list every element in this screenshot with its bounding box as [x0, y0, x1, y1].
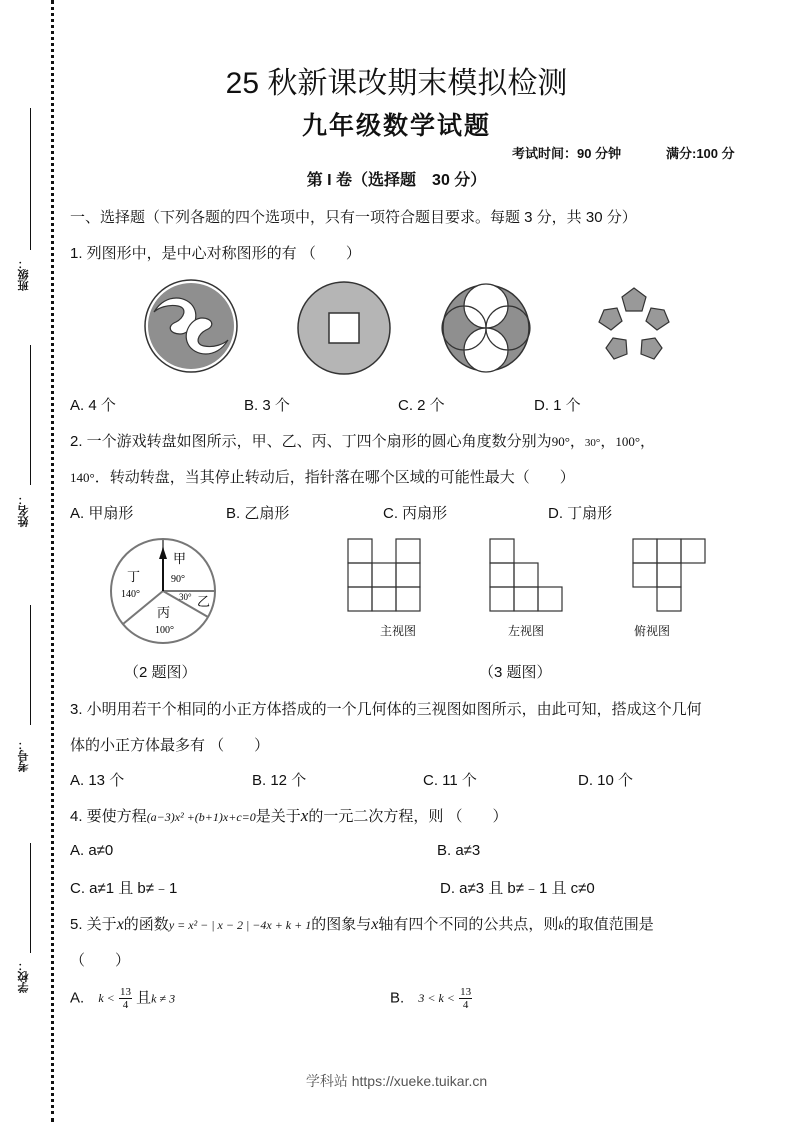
q2-spinner — [105, 533, 221, 649]
q2-angle-jia: 90° — [551, 434, 570, 449]
q4-stem: 4. 要使方程(a−3)x² +(b+1)x+c=0是关于x的一元二次方程，则 （ ） — [70, 806, 508, 825]
exam-no-label: 考号： — [18, 739, 30, 772]
q3-left-view-label: 左视图 — [508, 624, 545, 638]
q3-option-c[interactable]: C. 11 个 — [423, 772, 477, 789]
q3-option-b[interactable]: B. 12 个 — [252, 772, 307, 789]
school-blank-line — [30, 843, 31, 953]
spinner-angle-bing: 100° — [155, 625, 174, 636]
q2-angle-ding: 140° — [70, 470, 95, 485]
q2-option-c[interactable]: C. 丙扇形 — [383, 505, 448, 522]
page-subtitle: 九年级数学试题 — [301, 113, 491, 140]
q5-option-a[interactable]: A. k < $\frac{13}{4}$ 且k ≠ 3 — [70, 986, 176, 1011]
class-label: 班级： — [18, 258, 30, 291]
spinner-label-jia: 甲 — [173, 551, 187, 566]
q4-option-d[interactable]: D. a≠3 且 b≠﹣1 且 c≠0 — [440, 880, 595, 897]
q5-stem: 5. 关于x的函数y = x² − | x − 2 | −4x + k + 1的图象与x轴有四个不同的公共点，则k的取值范围是 — [70, 916, 654, 933]
spinner-angle-jia: 90° — [171, 574, 185, 585]
spinner-label-bing: 丙 — [157, 605, 171, 620]
q2-option-b[interactable]: B. 乙扇形 — [226, 505, 290, 522]
exam-no-blank-line — [30, 605, 31, 725]
q4-option-b[interactable]: B. a≠3 — [437, 842, 481, 859]
q5-answer-paren: （ ） — [70, 952, 131, 969]
q1-figure-yinyang — [140, 278, 242, 374]
spinner-angle-yi: 30° — [179, 592, 192, 602]
q1-option-d[interactable]: D. 1 个 — [534, 397, 581, 414]
q3-left-view — [489, 538, 563, 612]
q2-option-d[interactable]: D. 丁扇形 — [548, 505, 613, 522]
spinner-label-ding: 丁 — [127, 569, 141, 584]
q3-top-view-label: 俯视图 — [634, 624, 671, 638]
q4-option-a[interactable]: A. a≠0 — [70, 842, 114, 859]
footer-watermark: 学科站 https://xueke.tuikar.cn — [305, 1073, 488, 1089]
q2-stem-line2: 140°．转动转盘，当其停止转动后，指针落在哪个区域的可能性最大（ ） — [70, 469, 575, 486]
name-blank-line — [30, 345, 31, 485]
q5-option-b[interactable]: B. 3 < k < $\frac{13}{4}$ — [390, 986, 472, 1011]
q2-option-a[interactable]: A. 甲扇形 — [70, 505, 134, 522]
q3-option-d[interactable]: D. 10 个 — [578, 772, 634, 789]
q3-stem-line2: 体的小正方体最多有 （ ） — [70, 737, 270, 754]
q1-stem: 1. 列图形中，是中心对称图形的有 （ ） — [70, 245, 361, 262]
q3-option-a[interactable]: A. 13 个 — [70, 772, 125, 789]
exam-score: 满分:100 分 — [666, 146, 735, 161]
q1-figure-four-petals — [440, 282, 532, 374]
q3-front-view-label: 主视图 — [380, 624, 417, 638]
q1-option-c[interactable]: C. 2 个 — [398, 397, 445, 414]
q3-caption: （3 题图） — [479, 664, 552, 681]
q3-top-view — [632, 538, 706, 612]
exam-time: 考试时间：90 分钟 — [512, 146, 622, 161]
name-label: 姓名： — [18, 494, 30, 527]
q2-angle-bing: 100° — [615, 434, 641, 449]
q1-option-a[interactable]: A. 4 个 — [70, 397, 116, 414]
section-title: 第 I 卷（选择题 30 分） — [306, 172, 487, 189]
q2-angle-yi: 30° — [584, 437, 601, 449]
q4-equation: (a−3)x² +(b+1)x+c=0 — [146, 810, 256, 824]
q1-figure-coin — [296, 280, 392, 376]
q1-option-b[interactable]: B. 3 个 — [244, 397, 290, 414]
school-label: 学校： — [18, 960, 30, 993]
page-title: 25 秋新课改期末模拟检测 — [225, 67, 568, 100]
q1-figure-pentagons — [588, 285, 680, 367]
spinner-angle-ding: 140° — [121, 589, 140, 600]
instructions: 一、选择题（下列各题的四个选项中，只有一项符合题目要求。每题 3 分，共 30 分） — [70, 209, 637, 226]
q4-option-c[interactable]: C. a≠1 且 b≠﹣1 — [70, 880, 178, 897]
q3-front-view — [347, 538, 421, 612]
q5-function: y = x² − | x − 2 | −4x + k + 1 — [168, 918, 312, 932]
q2-stem-line1: 2. 一个游戏转盘如图所示，甲、乙、丙、丁四个扇形的圆心角度数分别为90°，30°，100°， — [70, 433, 656, 450]
spinner-label-yi: 乙 — [197, 594, 211, 609]
q2-caption: （2 题图） — [124, 664, 197, 681]
q3-stem-line1: 3. 小明用若干个相同的小正方体搭成的一个几何体的三视图如图所示，由此可知，搭成这个几何 — [70, 701, 702, 718]
